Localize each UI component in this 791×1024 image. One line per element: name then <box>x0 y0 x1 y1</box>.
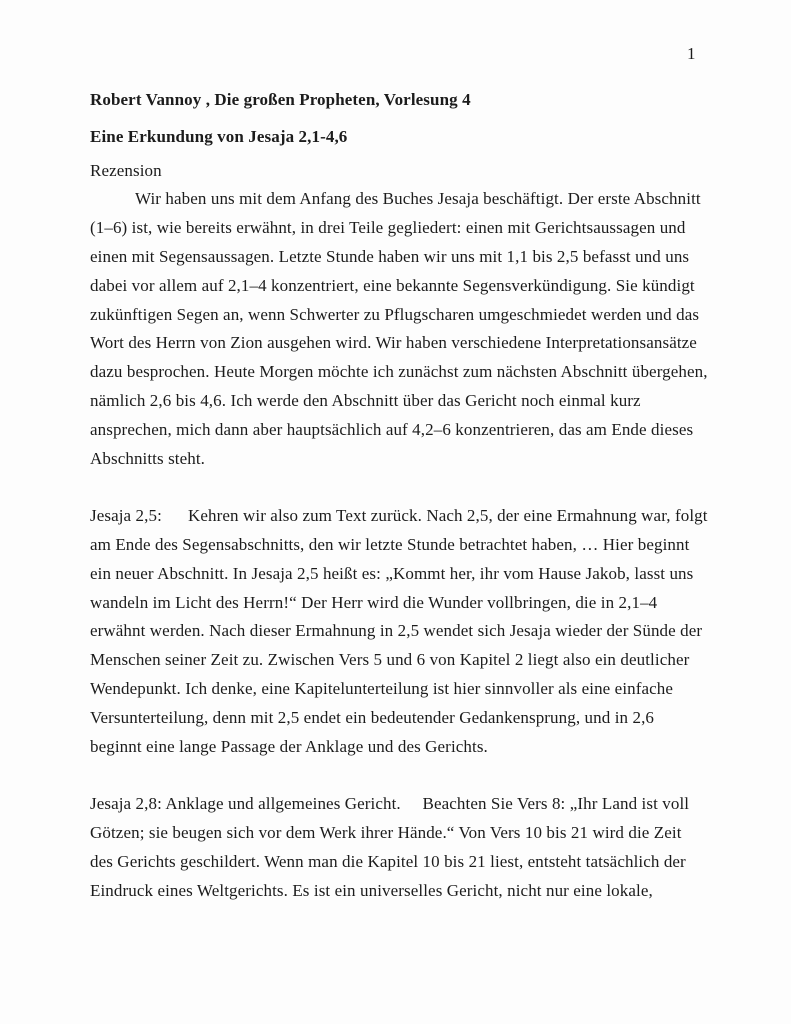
text-line: wandeln im Licht des Herrn!“ Der Herr wird die Wunder vollbringen, die in 2,1–4 <box>90 592 658 612</box>
paragraph <box>90 790 745 905</box>
text-line: einen mit Segensaussagen. Letzte Stunde haben wir uns mit 1,1 bis 2,5 befasst und uns <box>90 246 690 266</box>
text-line: zukünftigen Segen an, wenn Schwerter zu Pflugscharen umgeschmiedet werden und das <box>90 304 700 324</box>
text-line: Versunterteilung, denn mit 2,5 endet ein bedeutender Gedankensprung, und in 2,6 <box>90 707 655 727</box>
text-line: Jesaja 2,5: Kehren wir also zum Text zurück. Nach 2,5, der eine Ermahnung war, folgt <box>90 506 708 526</box>
text-line: ein neuer Abschnitt. In Jesaja 2,5 heißt es: „Kommt her, ihr vom Hause Jakob, lasst uns <box>90 563 694 583</box>
text-line: Abschnitts steht. <box>90 448 206 468</box>
text-line: nämlich 2,6 bis 4,6. Ich werde den Abschnitt über das Gericht noch einmal kurz <box>90 390 641 410</box>
text-line: (1–6) ist, wie bereits erwähnt, in drei Teile gegliedert: einen mit Gerichtsaussagen und <box>90 218 686 238</box>
document-title: Robert Vannoy , Die großen Propheten, Vorlesung 4 <box>90 90 471 109</box>
document-content <box>90 86 745 905</box>
text-line: beginnt eine lange Passage der Anklage und des Gerichts. <box>90 736 488 756</box>
document-subtitle: Eine Erkundung von Jesaja 2,1-4,6 <box>90 126 348 146</box>
paragraphs-container <box>90 185 745 905</box>
text-line: Menschen seiner Zeit zu. Zwischen Vers 5 und 6 von Kapitel 2 liegt also ein deutlicher <box>90 650 690 670</box>
text-line: Eindruck eines Weltgerichts. Es ist ein universelles Gericht, nicht nur eine lokale, <box>90 880 653 900</box>
page-number: 1 <box>687 44 696 63</box>
text-line: Wir haben uns mit dem Anfang des Buches Jesaja beschäftigt. Der erste Abschnitt <box>135 189 701 209</box>
text-line: erwähnt werden. Nach dieser Ermahnung in 2,5 wendet sich Jesaja wieder der Sünde der <box>90 621 703 641</box>
text-line: Wort des Herrn von Zion ausgehen wird. Wir haben verschiedene Interpretationsansätze <box>90 333 697 353</box>
text-line: Jesaja 2,8: Anklage und allgemeines Gericht. Beachten Sie Vers 8: „Ihr Land ist voll <box>90 794 690 814</box>
text-line: Wendepunkt. Ich denke, eine Kapitelunterteilung ist hier sinnvoller als eine einfache <box>90 678 674 698</box>
text-line: des Gerichts geschildert. Wenn man die Kapitel 10 bis 21 liest, entsteht tatsächlich der <box>90 851 686 871</box>
paragraph <box>90 185 745 473</box>
section-label: Rezension <box>90 160 162 180</box>
text-line: am Ende des Segensabschnitts, den wir letzte Stunde betrachtet haben, … Hier beginnt <box>90 534 690 554</box>
text-line: Götzen; sie beugen sich vor dem Werk ihrer Hände.“ Von Vers 10 bis 21 wird die Zeit <box>90 822 682 842</box>
text-line: dazu besprochen. Heute Morgen möchte ich zunächst zum nächsten Abschnitt übergehen, <box>90 362 708 382</box>
text-line: dabei vor allem auf 2,1–4 konzentriert, eine bekannte Segensverkündigung. Sie kündigt <box>90 275 695 295</box>
paragraph <box>90 502 745 761</box>
text-line: ansprechen, mich dann aber hauptsächlich auf 4,2–6 konzentrieren, das am Ende dieses <box>90 419 694 439</box>
